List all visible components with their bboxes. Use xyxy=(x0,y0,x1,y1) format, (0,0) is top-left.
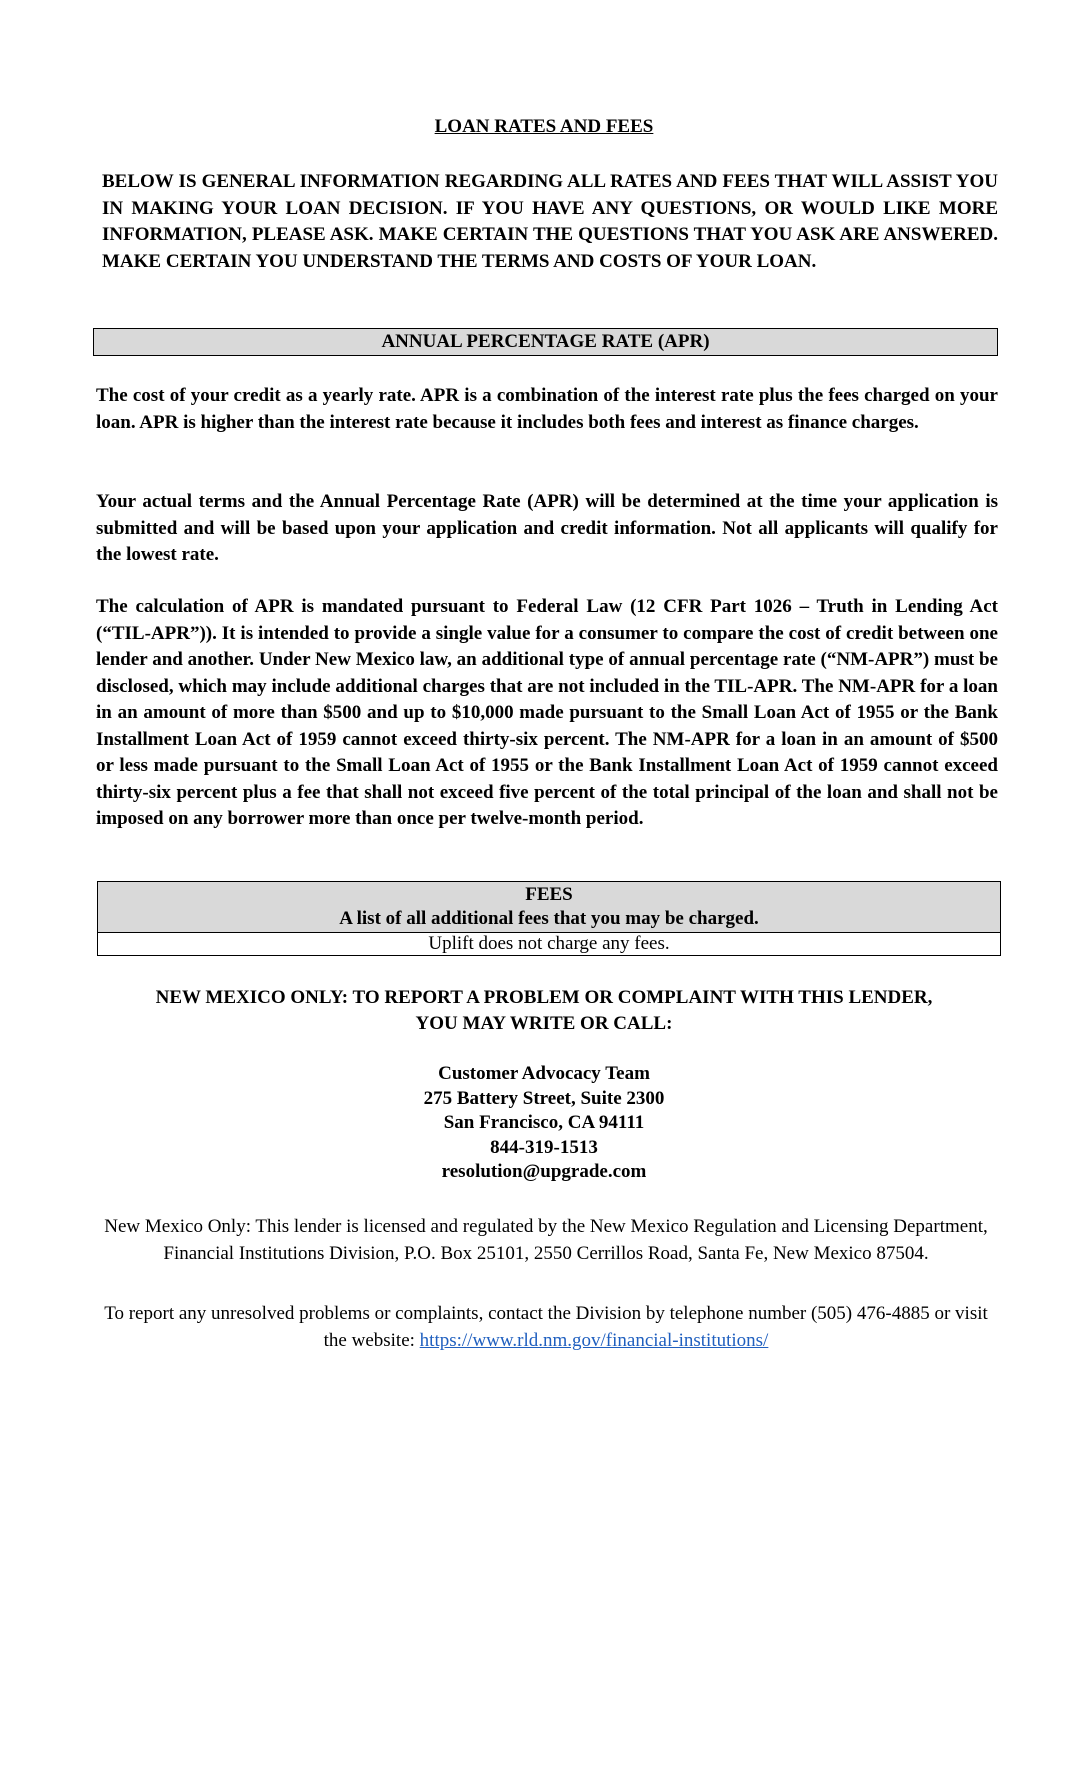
intro-paragraph: BELOW IS GENERAL INFORMATION REGARDING ALL RATES AND FEES THAT WILL ASSIST YOU IN MAKING YOUR LOAN DECISION. IF YOU HAVE ANY QUESTIONS, OR WOULD LIKE MORE INFORMATION, PLEASE ASK. MAKE CERTAIN THE QUESTIONS THAT YOU ASK ARE ANSWERED. MAKE CERTAIN YOU UNDERSTAND THE TERMS AND COSTS OF YOUR LOAN. xyxy=(102,171,998,272)
fees-body-cell: Uplift does not charge any fees. xyxy=(98,933,1001,956)
contact-block xyxy=(0,1062,1088,1185)
nm-complaint-heading-line1: NEW MEXICO ONLY: TO REPORT A PROBLEM OR COMPLAINT WITH THIS LENDER, xyxy=(155,987,933,1008)
fees-table xyxy=(97,881,1001,956)
fees-heading: FEES xyxy=(525,884,573,905)
nm-complaint-heading-line2: YOU MAY WRITE OR CALL: xyxy=(415,1013,673,1034)
page-title: LOAN RATES AND FEES xyxy=(434,116,654,137)
apr-paragraph-3: The calculation of APR is mandated pursuant to Federal Law (12 CFR Part 1026 – Truth in Lending Act (“TIL-APR”)). It is intended to provide a single value for a consumer to compare the cost of credit between one lender and another. Under New Mexico law, an additional type of annual percentage rate (“NM-APR”) must be disclosed, which may include additional charges that are not included in the TIL-APR. The NM-APR for a loan in an amount of more than $500 and up to $10,000 made pursuant to the Small Loan Act of 1955 or the Bank Installment Loan Act of 1959 cannot exceed thirty-six percent. The NM-APR for a loan in an amount of $500 or less made pursuant to the Small Loan Act of 1955 or the Bank Installment Loan Act of 1959 cannot exceed thirty-six percent plus a fee that shall not exceed five percent of the total principal of the loan and shall not be imposed on any borrower more than once per twelve-month period. xyxy=(96,596,998,829)
report-text: To report any unresolved problems or complaints, contact the Division by telephone number (505) 476-4885 or visit the website: xyxy=(104,1303,988,1351)
apr-section-header: ANNUAL PERCENTAGE RATE (APR) xyxy=(93,328,998,356)
fees-subheading: A list of all additional fees that you may be charged. xyxy=(339,908,759,929)
nm-complaint-heading xyxy=(0,985,1088,1037)
regulator-website-link[interactable]: https://www.rld.nm.gov/financial-institutions/ xyxy=(419,1329,769,1351)
contact-phone: 844-319-1513 xyxy=(490,1136,598,1158)
contact-name: Customer Advocacy Team xyxy=(438,1063,650,1084)
regulator-notice: New Mexico Only: This lender is licensed and regulated by the New Mexico Regulation and Licensing Department, Financial Institutions Division, P.O. Box 25101, 2550 Cerrillos Road, Santa Fe, New Mexico 87504. xyxy=(104,1216,988,1264)
contact-email: resolution@upgrade.com xyxy=(441,1161,647,1182)
apr-paragraph-2: Your actual terms and the Annual Percentage Rate (APR) will be determined at the time your application is submitted and will be based upon your application and credit information. Not all applicants will qualify for the lowest rate. xyxy=(96,491,998,565)
fees-body-row xyxy=(98,933,1001,956)
fees-header-row xyxy=(98,882,1001,933)
fees-header-cell xyxy=(98,882,1001,933)
contact-city: San Francisco, CA 94111 xyxy=(443,1112,645,1133)
apr-paragraph-1: The cost of your credit as a yearly rate. APR is a combination of the interest rate plus the fees charged on your loan. APR is higher than the interest rate because it includes both fees and interest as finance charges. xyxy=(96,385,998,433)
contact-street: 275 Battery Street, Suite 2300 xyxy=(423,1087,665,1109)
report-instructions xyxy=(96,1301,996,1354)
